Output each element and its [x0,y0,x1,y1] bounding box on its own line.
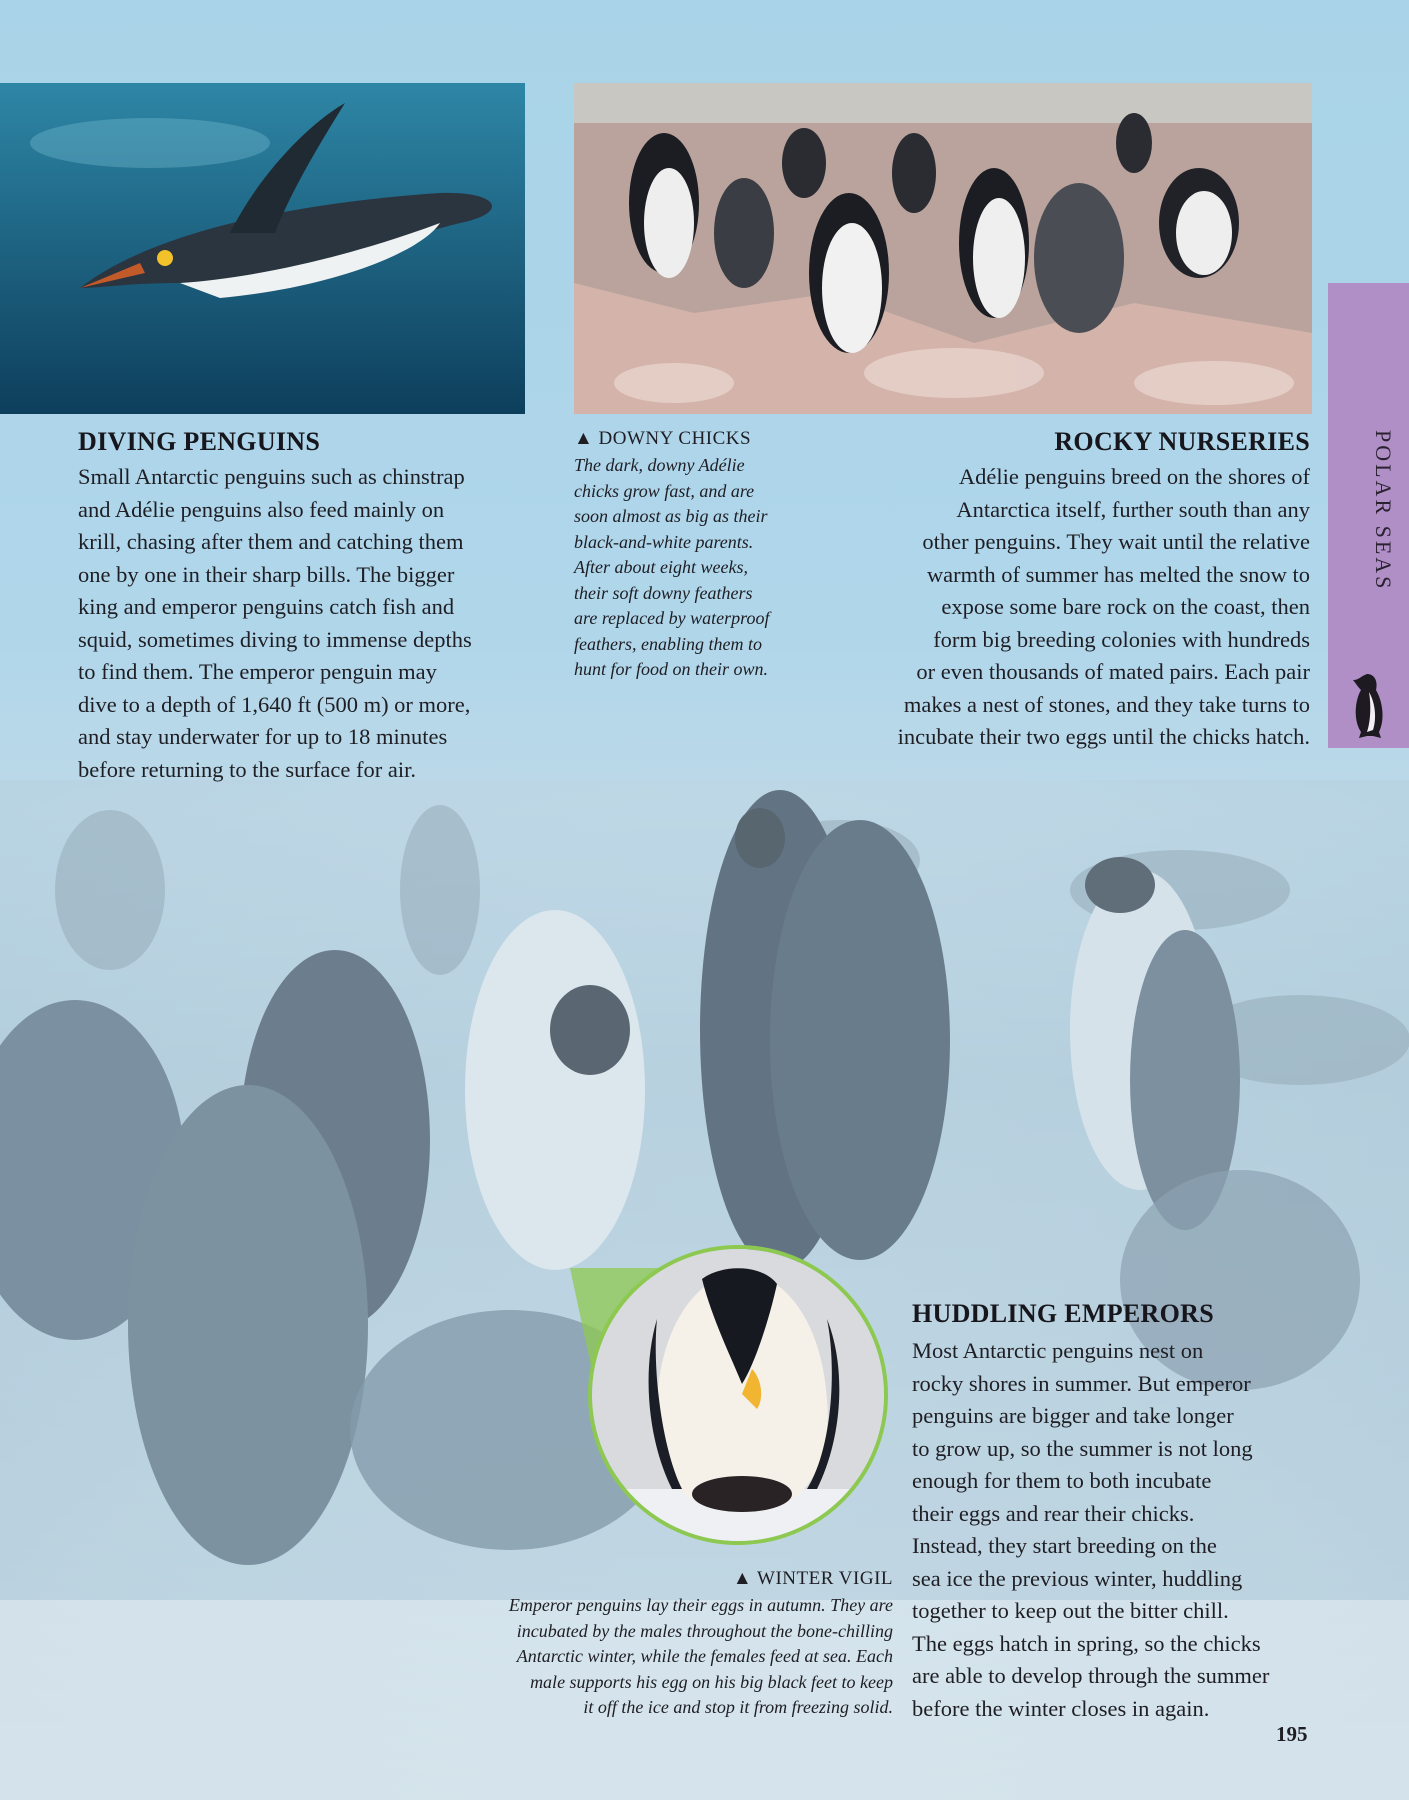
caption-line: Emperor penguins lay their eggs in autumn. They are [508,1595,893,1615]
text-line: and stay underwater for up to 18 minutes [78,724,448,749]
text-line: Antarctica itself, further south than any [956,496,1310,522]
text-line: before returning to the surface for air. [78,756,416,782]
text-line: penguins are bigger and take longer [912,1403,1234,1428]
text-line: dive to a depth of 1,640 ft (500 m) or more, [78,691,471,717]
caption-line: The dark, downy Adélie [574,455,745,475]
rocky-nurseries-text [835,461,1310,754]
winter-vigil-caption-heading: ▲ WINTER VIGIL [732,1568,893,1589]
caption-line: their soft downy feathers [574,582,753,603]
caption-line: black-and-white parents. [574,531,754,552]
caption-line: are replaced by waterproof [574,608,770,628]
text-line: krill, chasing after them and catching them [78,529,464,554]
huddling-emperors-heading: HUDDLING EMPERORS [912,1299,1214,1328]
caption-line: it off the ice and stop it from freezing solid. [583,1697,893,1717]
text-line: to grow up, so the summer is not long [912,1435,1253,1461]
caption-line: chicks grow fast, and are [574,480,755,501]
page-number: 195 [1276,1722,1308,1746]
text-line: and Adélie penguins also feed mainly on [78,496,445,522]
text-line: are able to develop through the summer [912,1663,1270,1688]
text-line: one by one in their sharp bills. The bigger [78,561,455,587]
text-line: Small Antarctic penguins such as chinstrap [78,464,465,489]
text-line: makes a nest of stones, and they take turns to [903,691,1310,717]
caption-line: After about eight weeks, [574,557,748,577]
diving-penguins-heading: DIVING PENGUINS [78,427,321,456]
downy-chicks-caption-heading: ▲ DOWNY CHICKS [574,428,752,449]
text-line: together to keep out the bitter chill. [912,1598,1229,1623]
text-line: The eggs hatch in spring, so the chicks [912,1630,1261,1656]
text-line: warmth of summer has melted the snow to [926,561,1310,587]
downy-chicks-caption-text [574,453,824,683]
text-line: incubate their two eggs until the chicks hatch. [897,724,1310,749]
huddling-emperors-text [912,1335,1332,1725]
text-line: rocky shores in summer. But emperor [912,1370,1251,1396]
caption-line: Antarctic winter, while the females feed at sea. Each [516,1646,893,1666]
text-line: Instead, they start breeding on the [912,1533,1217,1558]
caption-line: male supports his egg on his big black feet to keep [530,1671,893,1692]
text-line: their eggs and rear their chicks. [912,1500,1195,1526]
text-line: Adélie penguins breed on the shores of [958,464,1310,489]
text-line: other penguins. They wait until the relative [922,529,1310,554]
text-line: king and emperor penguins catch fish and [78,594,455,619]
caption-line: hunt for food on their own. [574,659,769,679]
text-line: to find them. The emperor penguin may [78,659,437,684]
text-line: or even thousands of mated pairs. Each pair [916,659,1310,684]
text-line: Most Antarctic penguins nest on [912,1338,1204,1363]
winter-vigil-inset-photo [588,1245,888,1545]
text-line: before the winter closes in again. [912,1695,1210,1721]
text-line: enough for them to both incubate [912,1468,1212,1493]
text-line: form big breeding colonies with hundreds [933,626,1310,652]
rocky-nurseries-heading: ROCKY NURSERIES [1054,427,1310,456]
caption-line: soon almost as big as their [574,506,768,526]
text-line: expose some bare rock on the coast, then [941,594,1310,619]
winter-vigil-caption-text [420,1593,893,1721]
diving-penguin-photo [0,83,525,414]
section-tab-label: POLAR SEAS [1371,430,1396,592]
adelie-colony-photo [574,83,1312,414]
caption-line: incubated by the males throughout the bone-chilling [516,1620,893,1641]
text-line: squid, sometimes diving to immense depths [78,626,472,652]
diving-penguins-text [78,461,538,786]
text-line: sea ice the previous winter, huddling [912,1565,1243,1591]
penguin-icon [1345,670,1390,740]
caption-line: feathers, enabling them to [574,633,762,654]
